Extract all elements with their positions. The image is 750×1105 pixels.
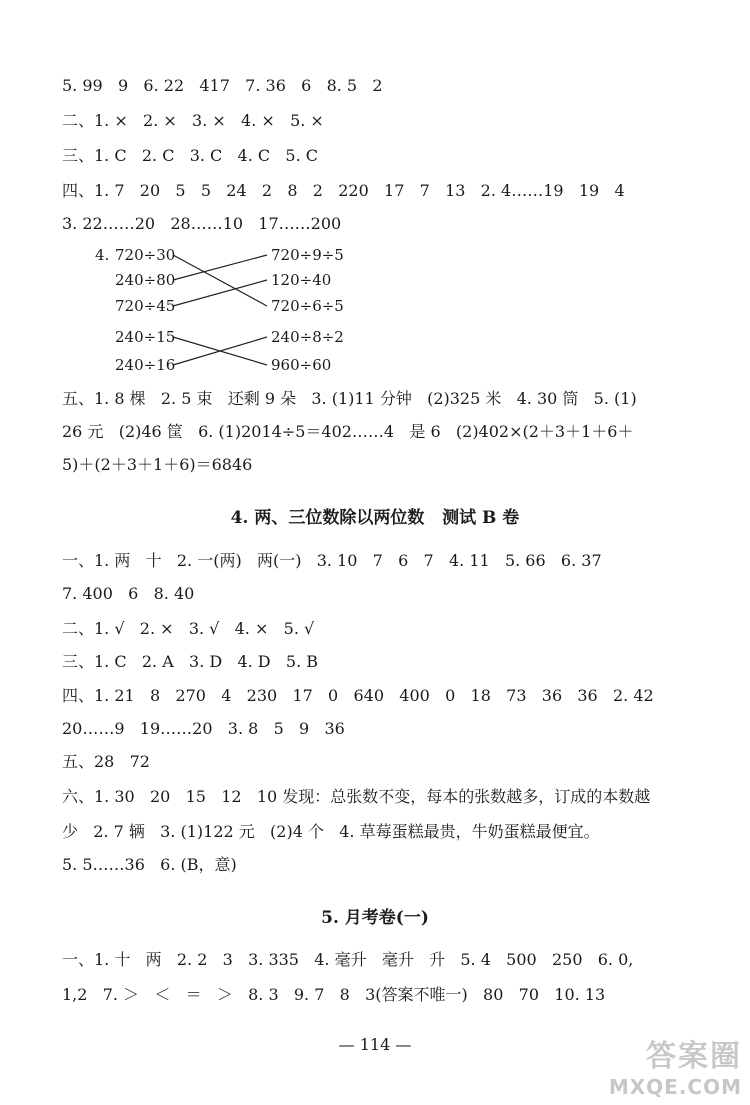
- answer-line-1: 5. 99 9 6. 22 417 7. 36 6 8. 5 2: [62, 76, 383, 95]
- answer-line-5: 3. 22……20 28……10 17……200: [62, 214, 342, 233]
- page-number: — 114 —: [338, 1035, 412, 1054]
- match-line-1: [173, 255, 267, 306]
- answer-line-6: 五、1. 8 棵 2. 5 束 还剩 9 朵 3. (1)11 分钟 (2)325 米 4. 30 筒 5. (1): [62, 389, 637, 408]
- s4-line-10: 5. 5……36 6. (B，意): [62, 855, 237, 874]
- match-right-3: 720÷6÷5: [271, 297, 344, 315]
- s4-line-2: 7. 400 6 8. 40: [62, 584, 195, 603]
- s4-line-9: 少 2. 7 辆 3. (1)122 元 (2)4 个 4. 草莓蛋糕最贵，牛奶蛋糕最便宜。: [62, 822, 600, 841]
- answer-line-7: 26 元 (2)46 筐 6. (1)2014÷5＝402……4 是 6 (2)402×(2＋3＋1＋6＋: [62, 422, 634, 441]
- match-line-3: [173, 280, 267, 306]
- s4-line-5: 四、1. 21 8 270 4 230 17 0 640 400 0 18 73 36 36 2. 42: [62, 686, 654, 705]
- match-right-1: 720÷9÷5: [271, 246, 344, 264]
- match-line-2: [173, 255, 267, 280]
- match-left-4: 240÷15: [115, 328, 176, 346]
- section-title-4: 4. 两、三位数除以两位数 测试 B 卷: [230, 508, 520, 528]
- s4-line-6: 20……9 19……20 3. 8 5 9 36: [62, 719, 345, 738]
- match-left-5: 240÷16: [115, 356, 176, 374]
- matching-exercise: [95, 243, 395, 377]
- matching-number: 4.: [95, 246, 110, 264]
- section-title-5: 5. 月考卷(一): [321, 908, 429, 928]
- s4-line-8: 六、1. 30 20 15 12 10 发现：总张数不变，每本的张数越多，订成的本数越: [62, 787, 651, 806]
- s4-line-7: 五、28 72: [62, 752, 150, 771]
- match-right-2: 120÷40: [271, 271, 332, 289]
- s4-line-3: 二、1. √ 2. × 3. √ 4. × 5. √: [62, 619, 315, 638]
- answer-line-3: 三、1. C 2. C 3. C 4. C 5. C: [62, 146, 319, 165]
- match-right-4: 240÷8÷2: [271, 328, 344, 346]
- match-right-5: 960÷60: [271, 356, 332, 374]
- watermark-logo: [609, 1031, 742, 1099]
- s4-line-4: 三、1. C 2. A 3. D 4. D 5. B: [62, 652, 319, 671]
- match-left-1: 720÷30: [115, 246, 176, 264]
- s4-line-1: 一、1. 两 十 2. 一(两) 两(一) 3. 10 7 6 7 4. 11 5. 66 6. 37: [62, 551, 602, 570]
- answer-line-2: 二、1. × 2. × 3. × 4. × 5. ×: [62, 111, 324, 130]
- match-left-2: 240÷80: [115, 271, 176, 289]
- watermark-url: MXQE.COM: [608, 1075, 742, 1099]
- answer-line-4: 四、1. 7 20 5 5 24 2 8 2 220 17 7 13 2. 4……19 19 4: [62, 181, 625, 200]
- s5-line-2: 1,2 7. ＞ ＜ ＝ ＞ 8. 3 9. 7 8 3(答案不唯一) 80 70 10. 13: [62, 985, 606, 1004]
- match-left-3: 720÷45: [115, 297, 176, 315]
- answer-line-8: 5)＋(2＋3＋1＋6)＝6846: [62, 455, 253, 474]
- s5-line-1: 一、1. 十 两 2. 2 3 3. 335 4. 毫升 毫升 升 5. 4 500 250 6. 0,: [62, 950, 634, 969]
- watermark-text: 答案圈: [646, 1039, 742, 1074]
